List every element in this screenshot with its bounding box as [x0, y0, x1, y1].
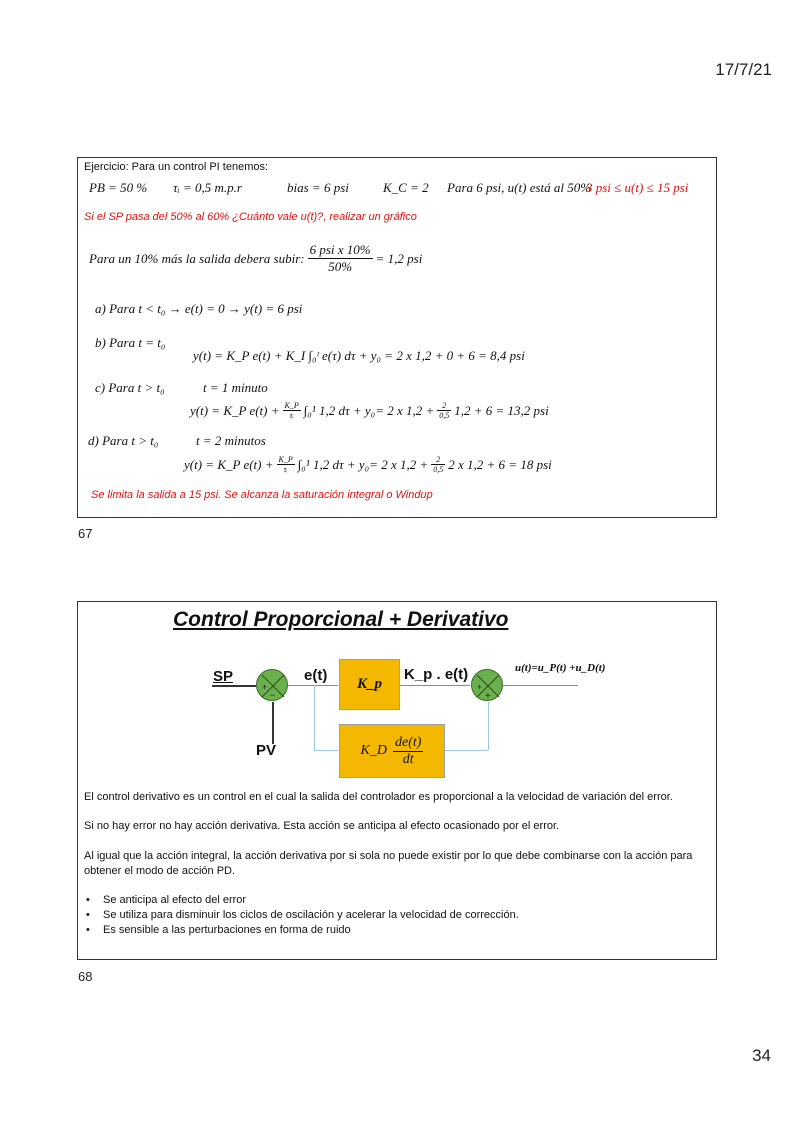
step-fraction: $\frac{\text{6 psi x 10\%}}{50\%}$	[309, 242, 371, 274]
slide-number-68: 68	[78, 969, 93, 984]
param-kc: K_C = 2	[383, 180, 429, 195]
slide-67	[77, 157, 717, 518]
page-number: 34	[752, 1046, 771, 1065]
output-label: u(t)=u_P(t) +u_D(t)	[515, 662, 606, 674]
svg-text:+: +	[477, 682, 483, 692]
list-item: • Es sensible a las perturbaciones en forma de ruido	[84, 923, 519, 938]
pv-label: PV	[256, 742, 277, 759]
param-bias: bias = 6 psi	[287, 180, 349, 195]
case-b-label: b) Para t = t₀	[95, 335, 166, 350]
case-d-label: d) Para t > t₀	[88, 433, 159, 448]
exercise-conclusion: Se limita la salida a 15 psi. Se alcanza la saturación integral o Windup	[91, 489, 433, 501]
error-line	[288, 685, 338, 686]
error-label: e(t)	[304, 667, 328, 684]
error-summing-junction	[256, 669, 288, 701]
output-summing-junction	[471, 669, 503, 701]
param-limits: 3 psi ≤ u(t) ≤ 15 psi	[586, 180, 689, 195]
step-line	[89, 242, 422, 275]
svg-text:−: −	[270, 690, 276, 700]
kd-block: K_D $\frac{de(t)}{dt}$	[339, 724, 445, 778]
slide-title: Control Proporcional + Derivativo	[173, 608, 509, 631]
case-c-label: c) Para t > t₀	[95, 380, 165, 395]
kd-output-line	[445, 750, 488, 751]
case-c-time: t = 1 minuto	[203, 380, 268, 395]
step-prefix: Para un 10% más la salida debera subir:	[89, 250, 305, 266]
case-d-equation: y(t) = K_P e(t) + $\frac{K\_P}{\text{τᵢ}}$ ∫₀¹ 1,2 dτ + y₀= 2 x 1,2 + $\frac{2}{0,5}$ 2 x 1,2 + 6 = 18 psi	[184, 455, 552, 474]
exercise-heading: Ejercicio: Para un control PI tenemos:	[84, 161, 269, 173]
pv-arrow	[272, 702, 274, 744]
case-a: a) Para t < t₀ → e(t) = 0 → y(t) = 6 psi	[95, 301, 303, 316]
param-u-note: Para 6 psi, u(t) está al 50%	[447, 180, 592, 195]
sp-arrow	[212, 685, 256, 687]
paragraph-3: Al igual que la acción integral, la acción derivativa por si sola no puede existir por lo que debe combinarse con la acción para obtener el modo de acción PD.	[84, 850, 693, 877]
step-result: = 1,2 psi	[375, 250, 423, 266]
document-date: 17/7/21	[715, 60, 772, 79]
svg-text:+: +	[485, 691, 491, 702]
slide-68	[77, 601, 717, 960]
svg-text:+: +	[262, 682, 268, 692]
list-item: • Se anticipa al efecto del error	[84, 893, 519, 908]
exercise-question: Si el SP pasa del 50% al 60% ¿Cuánto vale u(t)?, realizar un gráfico	[84, 211, 417, 223]
branch-down-line	[314, 685, 315, 750]
case-b-equation: y(t) = K_P e(t) + K_I ∫₀ᵗ e(τ) dτ + y₀ = 2 x 1,2 + 0 + 6 = 8,4 psi	[193, 348, 525, 363]
kd-up-line	[488, 702, 489, 750]
param-ti: τᵢ = 0,5 m.p.r	[173, 180, 242, 195]
feature-list	[84, 893, 519, 938]
kp-output-line	[400, 685, 470, 686]
kp-block: K_p	[339, 659, 400, 710]
slide-number-67: 67	[78, 526, 93, 541]
case-d-time: t = 2 minutos	[196, 433, 266, 448]
case-c-equation: y(t) = K_P e(t) + $\frac{K\_P}{\text{τᵢ}}$ ∫₀¹ 1,2 dτ + y₀= 2 x 1,2 + $\frac{2}{0,5}$ 1,2 + 6 = 13,2 psi	[190, 401, 549, 420]
paragraph-1: El control derivativo es un control en el cual la salida del controlador es proporcional a la velocidad de variación del error.	[84, 791, 673, 803]
param-pb: PB = 50 %	[89, 180, 148, 195]
branch-to-kd-line	[314, 750, 338, 751]
paragraph-2: Si no hay error no hay acción derivativa. Esta acción se anticipa al efecto ocasionado por el error.	[84, 820, 560, 832]
output-line	[503, 685, 578, 686]
list-item: • Se utiliza para disminuir los ciclos de oscilación y acelerar la velocidad de corrección.	[84, 908, 519, 923]
sp-label: SP	[213, 668, 234, 685]
kp-output-label: K_p . e(t)	[404, 666, 469, 683]
